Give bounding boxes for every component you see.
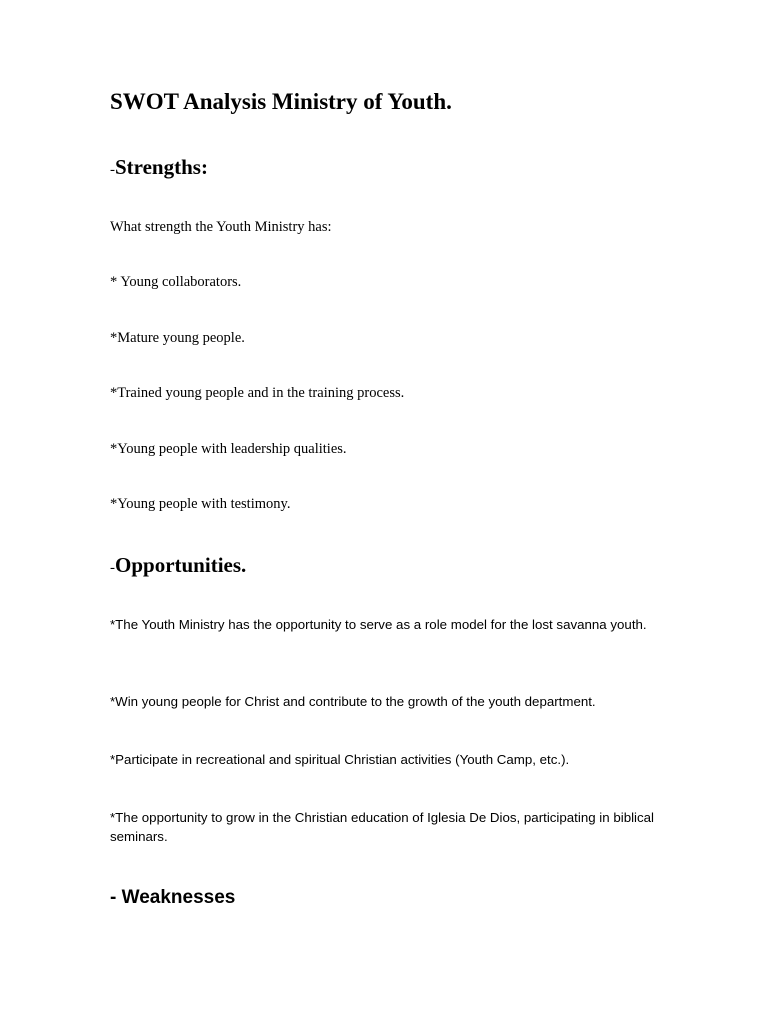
opportunity-item: *The opportunity to grow in the Christian education of Iglesia De Dios, participating in biblical seminars. — [110, 810, 654, 844]
strengths-heading — [110, 153, 208, 184]
opportunities-heading-dash: - — [110, 560, 115, 576]
strength-item: *Young people with testimony. — [110, 496, 291, 512]
strength-item: * Young collaborators. — [110, 274, 242, 290]
document-title: SWOT Analysis Ministry of Youth. — [110, 89, 452, 114]
opportunity-item: *Win young people for Christ and contribute to the growth of the youth department. — [110, 694, 596, 709]
strength-item: *Trained young people and in the training process. — [110, 385, 405, 401]
opportunity-item: *The Youth Ministry has the opportunity to serve as a role model for the lost savanna youth. — [110, 617, 647, 632]
strengths-heading-dash: - — [110, 162, 115, 178]
opportunities-heading — [110, 551, 246, 582]
weaknesses-heading: - Weaknesses — [110, 887, 236, 908]
strengths-intro: What strength the Youth Ministry has: — [110, 219, 332, 235]
opportunity-item: *Participate in recreational and spiritual Christian activities (Youth Camp, etc.). — [110, 752, 570, 767]
strengths-heading-text: Strengths: — [115, 155, 208, 179]
opportunities-heading-text: Opportunities. — [115, 553, 247, 577]
strength-item: *Mature young people. — [110, 330, 245, 346]
strength-item: *Young people with leadership qualities. — [110, 441, 347, 457]
